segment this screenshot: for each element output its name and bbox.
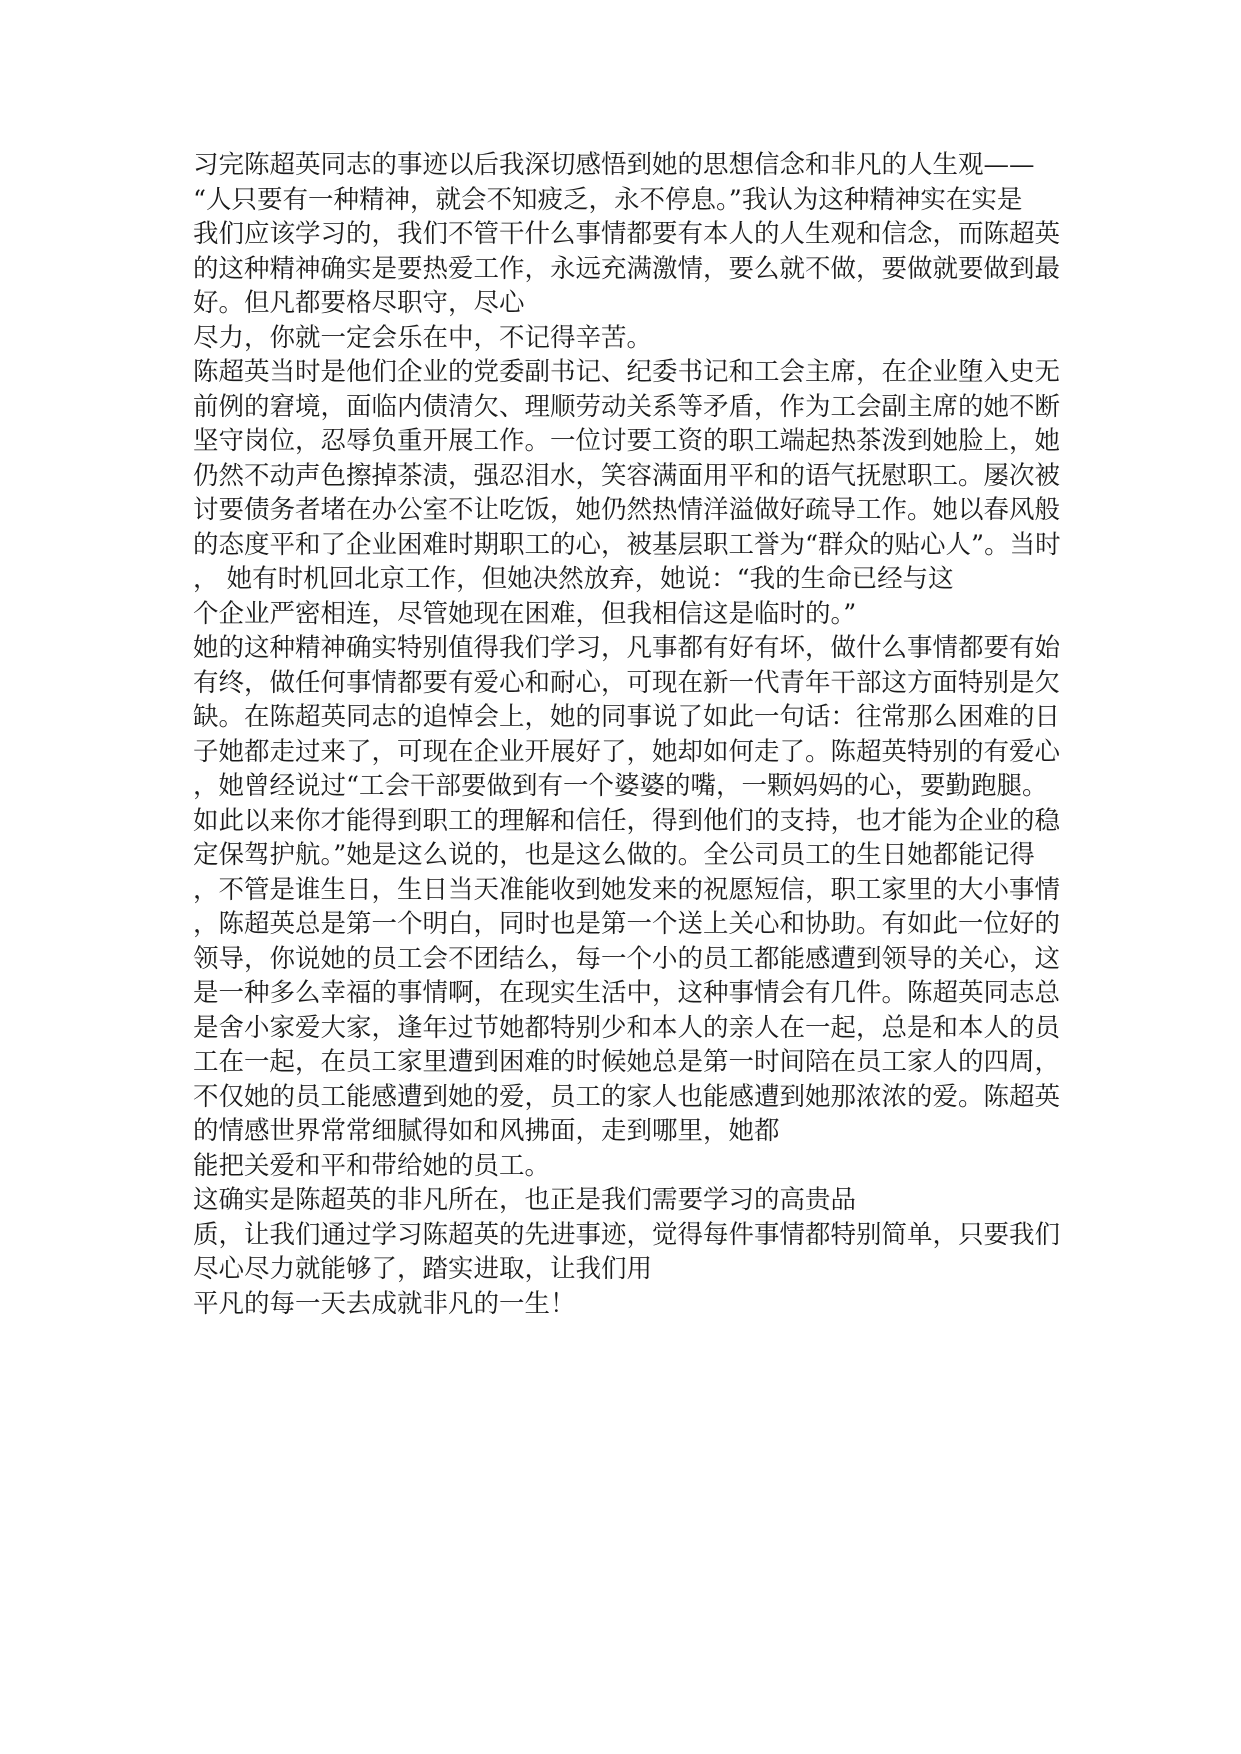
text-line: 有终，做任何事情都要有爱心和耐心，可现在新一代青年干部这方面特别是欠 <box>193 667 1061 698</box>
text-line: 讨要债务者堵在办公室不让吃饭，她仍然热情洋溢做好疏导工作。她以春风般 <box>193 495 1061 525</box>
text-line: 的情感世界常常细腻得如和风拂面，走到哪里，她都 <box>193 1116 780 1146</box>
text-line: ，她曾经说过“工会干部要做到有一个婆婆的嘴，一颗妈妈的心，要勤跑腿。 <box>193 771 1048 801</box>
text-line: 陈超英当时是他们企业的党委副书记、纪委书记和工会主席，在企业堕入史无 <box>193 357 1061 387</box>
body-text <box>193 148 1061 1321</box>
text-line: ，陈超英总是第一个明白，同时也是第一个送上关心和协助。有如此一位好的 <box>193 909 1061 939</box>
text-line: 是舍小家爱大家，逢年过节她都特别少和本人的亲人在一起，总是和本人的员 <box>193 1012 1061 1043</box>
text-line: 不仅她的员工能感遭到她的爱，员工的家人也能感遭到她那浓浓的爱。陈超英 <box>193 1081 1061 1112</box>
text-line: 尽心尽力就能够了，踏实进取，让我们用 <box>193 1254 653 1284</box>
text-line: 是一种多么幸福的事情啊，在现实生活中，这种事情会有几件。陈超英同志总 <box>193 978 1061 1008</box>
text-line: 个企业严密相连，尽管她现在困难，但我相信这是临时的。” <box>193 598 857 629</box>
text-line: 她的这种精神确实特别值得我们学习，凡事都有好有坏，做什么事情都要有始 <box>193 633 1061 663</box>
text-line: 工在一起，在员工家里遭到困难的时候她总是第一时间陪在员工家人的四周， <box>193 1047 1061 1077</box>
text-line: 尽力，你就一定会乐在中，不记得辛苦。 <box>193 322 653 353</box>
text-line: 平凡的每一天去成就非凡的一生！ <box>193 1288 576 1319</box>
text-line: 前例的窘境，面临内债清欠、理顺劳动关系等矛盾，作为工会副主席的她不断 <box>193 391 1061 422</box>
text-line: 习完陈超英同志的事迹以后我深切感悟到她的思想信念和非凡的人生观—— <box>193 150 1035 180</box>
text-line: 仍然不动声色擦掉茶渍，强忍泪水，笑容满面用平和的语气抚慰职工。屡次被 <box>193 460 1061 491</box>
text-line: 好。但凡都要格尽职守，尽心 <box>193 288 525 318</box>
text-line: ， 她有时机回北京工作，但她决然放弃，她说：“我的生命已经与这 <box>193 564 954 594</box>
text-line: 领导，你说她的员工会不团结么，每一个小的员工都能感遭到领导的关心，这 <box>193 943 1061 974</box>
text-line: 质，让我们通过学习陈超英的先进事迹，觉得每件事情都特别简单，只要我们 <box>193 1219 1061 1250</box>
text-line: 能把关爱和平和带给她的员工。 <box>193 1150 551 1181</box>
text-line: 的这种精神确实是要热爱工作，永远充满激情，要么就不做，要做就要做到最 <box>193 253 1061 284</box>
text-line: 这确实是陈超英的非凡所在，也正是我们需要学习的高贵品 <box>193 1185 857 1215</box>
text-line: ，不管是谁生日，生日当天准能收到她发来的祝愿短信，职工家里的大小事情 <box>193 874 1061 905</box>
text-line: 子她都走过来了，可现在企业开展好了，她却如何走了。陈超英特别的有爱心 <box>193 736 1061 767</box>
text-line: “人只要有一种精神，就会不知疲乏，永不停息。”我认为这种精神实在实是 <box>193 184 1023 215</box>
text-line: 的态度平和了企业困难时期职工的心，被基层职工誉为“群众的贴心人”。当时 <box>193 529 1061 560</box>
text-line: 坚守岗位，忍辱负重开展工作。一位讨要工资的职工端起热茶泼到她脸上，她 <box>193 426 1061 456</box>
text-line: 如此以来你才能得到职工的理解和信任，得到他们的支持，也才能为企业的稳 <box>193 805 1061 836</box>
text-line: 缺。在陈超英同志的追悼会上，她的同事说了如此一句话：往常那么困难的日 <box>193 702 1061 732</box>
text-line: 定保驾护航。”她是这么说的，也是这么做的。全公司员工的生日她都能记得 <box>193 840 1035 870</box>
text-line: 我们应该学习的，我们不管干什么事情都要有本人的人生观和信念，而陈超英 <box>193 219 1061 249</box>
